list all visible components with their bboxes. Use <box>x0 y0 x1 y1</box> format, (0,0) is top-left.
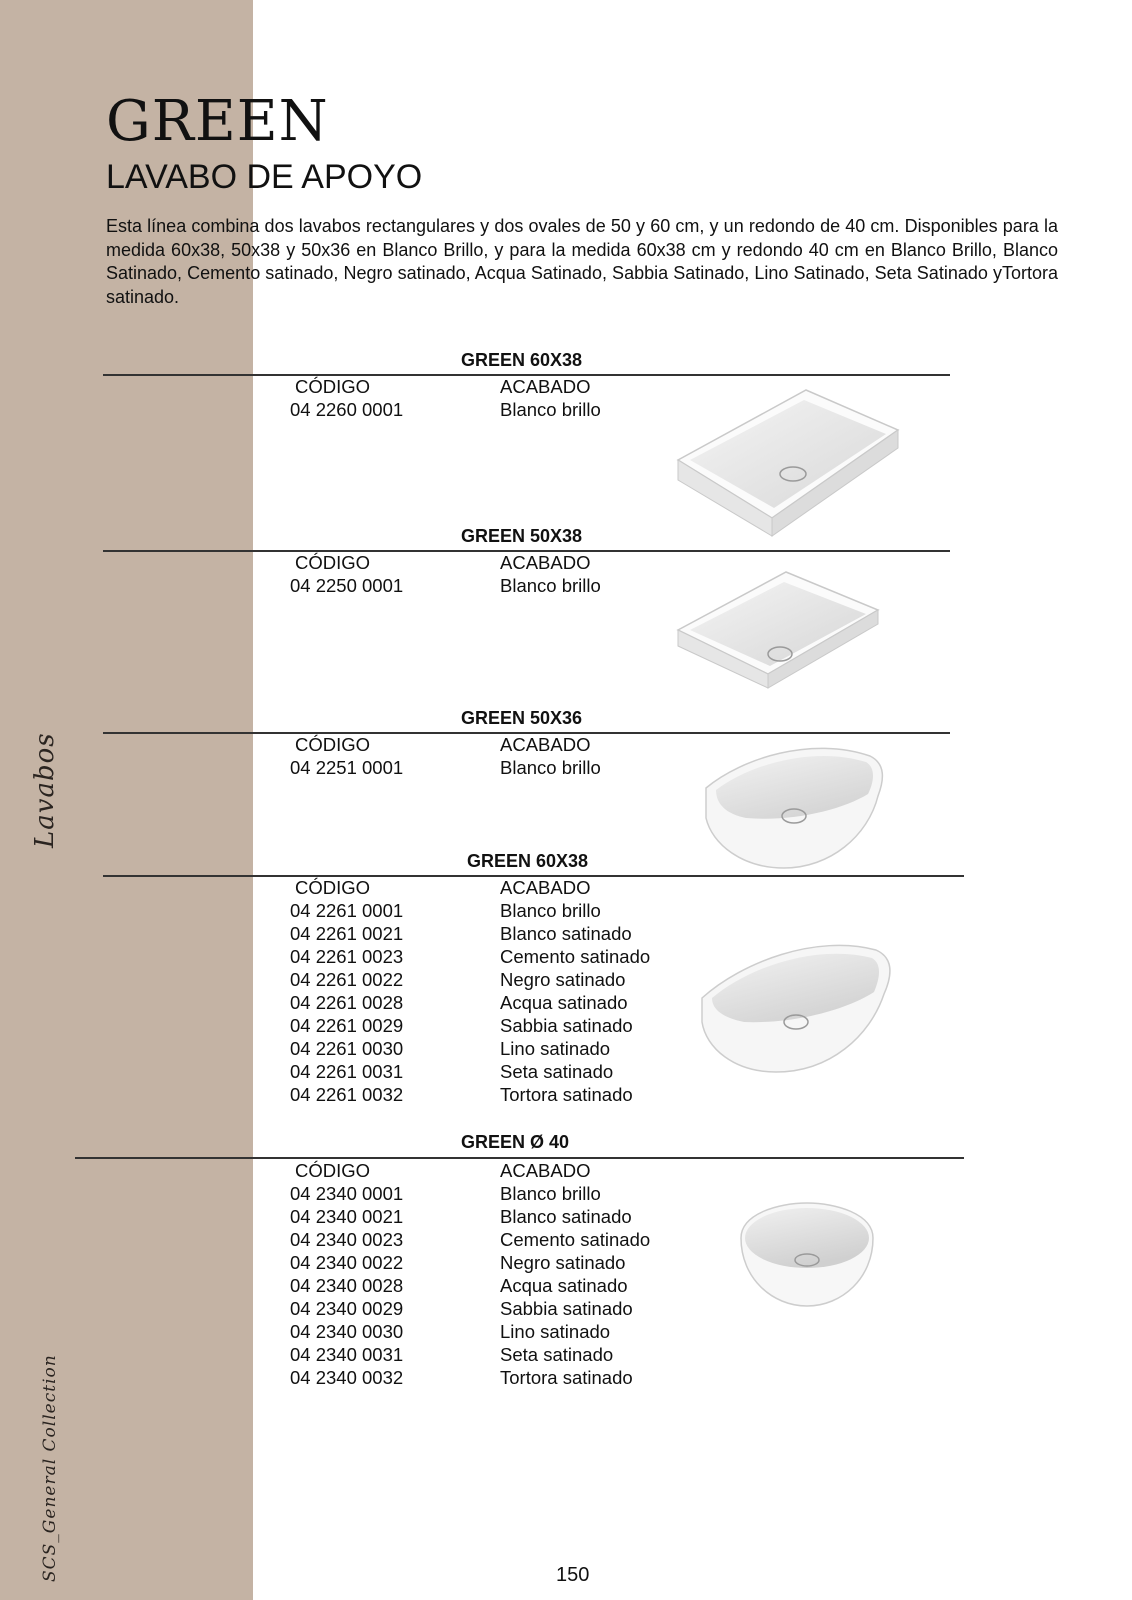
product-code: 04 2260 0001 <box>290 399 404 420</box>
code-column-header: CÓDIGO <box>295 376 371 397</box>
sidebar-category-label: Lavabos <box>30 732 60 848</box>
oval-basin-image <box>698 936 894 1076</box>
finish-column-header: ACABADO <box>500 877 591 898</box>
product-finish: Sabbia satinado <box>500 1015 633 1036</box>
page-subtitle: LAVABO DE APOYO <box>106 158 423 196</box>
product-code: 04 2261 0021 <box>290 923 404 944</box>
product-finish: Blanco satinado <box>500 1206 632 1227</box>
product-finish: Acqua satinado <box>500 992 628 1013</box>
page-number: 150 <box>556 1564 590 1586</box>
product-code: 04 2261 0031 <box>290 1061 404 1082</box>
product-code: 04 2340 0032 <box>290 1367 404 1388</box>
code-column-header: CÓDIGO <box>295 552 371 573</box>
product-code: 04 2340 0021 <box>290 1206 404 1227</box>
finish-column-header: ACABADO <box>500 734 591 755</box>
section-title: GREEN 50X38 <box>461 526 583 546</box>
finish-column-header: ACABADO <box>500 1160 591 1181</box>
sidebar-collection-label: SCS_General Collection <box>40 1354 60 1582</box>
section-title: GREEN 60X38 <box>461 350 583 370</box>
product-code: 04 2261 0022 <box>290 969 404 990</box>
rectangular-basin-image <box>676 570 886 690</box>
product-finish: Tortora satinado <box>500 1084 633 1105</box>
product-code: 04 2340 0023 <box>290 1229 404 1250</box>
finish-column-header: ACABADO <box>500 376 591 397</box>
code-column-header: CÓDIGO <box>295 1160 371 1181</box>
product-finish: Acqua satinado <box>500 1275 628 1296</box>
product-code: 04 2261 0001 <box>290 900 404 921</box>
rectangular-basin-image <box>676 386 906 538</box>
product-finish: Lino satinado <box>500 1321 611 1342</box>
intro-paragraph: Esta línea combina dos lavabos rectangulares y dos ovales de 50 y 60 cm, y un redondo de 40 cm. Disponibles para la medida 60x38, 50x38 y 50x36 en Blanco Brillo, y para la medida 60x38 cm y redondo 40 cm en Blanco Brillo, Blanco Satinado, Cemento satinado, Negro satinado, Acqua Satinado, Sabbia Satinado, Lino Satinado, Seta Satinado yTortora satinado. <box>106 216 1058 307</box>
product-finish: Blanco brillo <box>500 399 601 420</box>
product-finish: Lino satinado <box>500 1038 611 1059</box>
product-finish: Cemento satinado <box>500 1229 651 1250</box>
product-finish: Blanco brillo <box>500 575 601 596</box>
product-code: 04 2261 0029 <box>290 1015 404 1036</box>
section-title: GREEN 60X38 <box>467 851 589 871</box>
product-code: 04 2340 0030 <box>290 1321 404 1342</box>
product-finish: Seta satinado <box>500 1344 614 1365</box>
product-finish: Cemento satinado <box>500 946 651 967</box>
product-code: 04 2261 0032 <box>290 1084 404 1105</box>
section-divider <box>75 1157 964 1159</box>
product-finish: Blanco satinado <box>500 923 632 944</box>
product-finish: Blanco brillo <box>500 757 601 778</box>
product-finish: Negro satinado <box>500 1252 626 1273</box>
product-finish: Blanco brillo <box>500 1183 601 1204</box>
code-column-header: CÓDIGO <box>295 734 371 755</box>
section-title: GREEN 50X36 <box>461 708 583 728</box>
section-title: GREEN Ø 40 <box>461 1132 570 1152</box>
product-code: 04 2251 0001 <box>290 757 404 778</box>
product-finish: Blanco brillo <box>500 900 601 921</box>
code-column-header: CÓDIGO <box>295 877 371 898</box>
round-basin-image <box>738 1200 876 1310</box>
product-code: 04 2261 0030 <box>290 1038 404 1059</box>
product-code: 04 2261 0023 <box>290 946 404 967</box>
product-code: 04 2250 0001 <box>290 575 404 596</box>
product-finish: Seta satinado <box>500 1061 614 1082</box>
product-code: 04 2340 0028 <box>290 1275 404 1296</box>
product-finish: Tortora satinado <box>500 1367 633 1388</box>
product-finish: Sabbia satinado <box>500 1298 633 1319</box>
product-code: 04 2340 0029 <box>290 1298 404 1319</box>
product-code: 04 2261 0028 <box>290 992 404 1013</box>
product-code: 04 2340 0031 <box>290 1344 404 1365</box>
product-code: 04 2340 0001 <box>290 1183 404 1204</box>
oval-basin-image <box>702 740 886 870</box>
product-code: 04 2340 0022 <box>290 1252 404 1273</box>
product-finish: Negro satinado <box>500 969 626 990</box>
page-title: GREEN <box>106 89 329 154</box>
finish-column-header: ACABADO <box>500 552 591 573</box>
